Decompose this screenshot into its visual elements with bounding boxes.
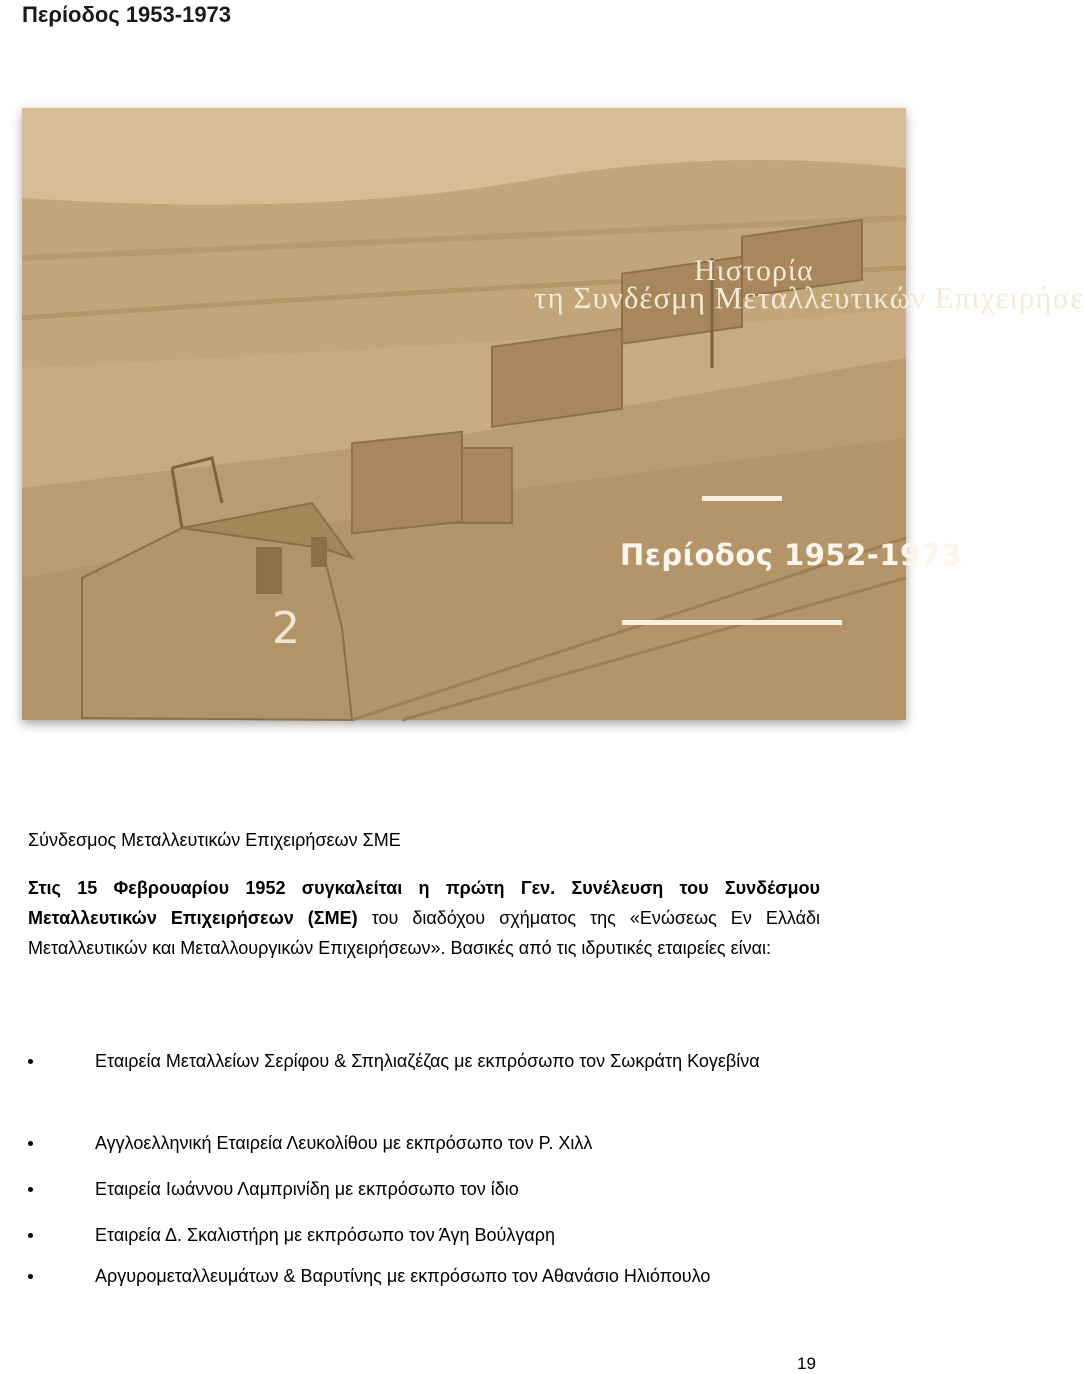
decorative-bar-bottom	[622, 620, 842, 625]
list-item-text: Εταιρεία Δ. Σκαλιστήρη με εκπρόσωπο τον Άγη Βούλγαρη	[95, 1225, 556, 1245]
list-item-text: Εταιρεία Ιωάννου Λαμπρινίδη με εκπρόσωπο τον ίδιο	[95, 1179, 519, 1199]
period-label: Περίοδος 1952-1973	[620, 538, 962, 572]
locomotive-number: 2	[272, 603, 300, 654]
handwriting-line-2: τη Συνδέσμη Μεταλλευτικών Επιχειρήσε	[534, 280, 1084, 315]
handwriting-line-1: Ηιστορία	[694, 254, 814, 287]
intro-rest: του διαδόχου σχήματος της «Ενώσεως Εν Ελλάδι Μεταλλευτικών και Μεταλλουργικών Επιχειρήσεων». Βασικές από τις ιδρυτικές εταιρείες είναι:	[28, 908, 820, 958]
intro-paragraph	[28, 873, 820, 963]
bullet-icon	[28, 1141, 33, 1146]
bullet-icon	[28, 1233, 33, 1238]
historical-photo	[22, 108, 1084, 720]
bullet-icon	[28, 1059, 33, 1064]
page-title: Περίοδος 1953-1973	[22, 2, 232, 27]
list-item-text: Αργυρομεταλλευμάτων & Βαρυτίνης με εκπρόσωπο τον Αθανάσιο Ηλιόπουλο	[95, 1266, 711, 1286]
list-item-text: Εταιρεία Μεταλλείων Σερίφου & Σπηλιαζέζας με εκπρόσωπο τον Σωκράτη Κογεβίνα	[95, 1051, 760, 1071]
intro-bold: Στις 15 Φεβρουαρίου 1952 συγκαλείται η πρώτη Γεν. Συνέλευση του Συνδέσμου Μεταλλευτικών Επιχειρήσεων (ΣΜΕ)	[28, 878, 820, 928]
train-scene-illustration	[22, 108, 906, 720]
decorative-bar-top	[702, 496, 782, 501]
bullet-icon	[28, 1187, 33, 1192]
page-number: 19	[797, 1354, 816, 1373]
list-item-text: Αγγλοελληνική Εταιρεία Λευκολίθου με εκπρόσωπο τον Ρ. Χιλλ	[95, 1133, 593, 1153]
bullet-icon	[28, 1274, 33, 1279]
section-heading: Σύνδεσμος Μεταλλευτικών Επιχειρήσεων ΣΜΕ	[28, 830, 401, 850]
